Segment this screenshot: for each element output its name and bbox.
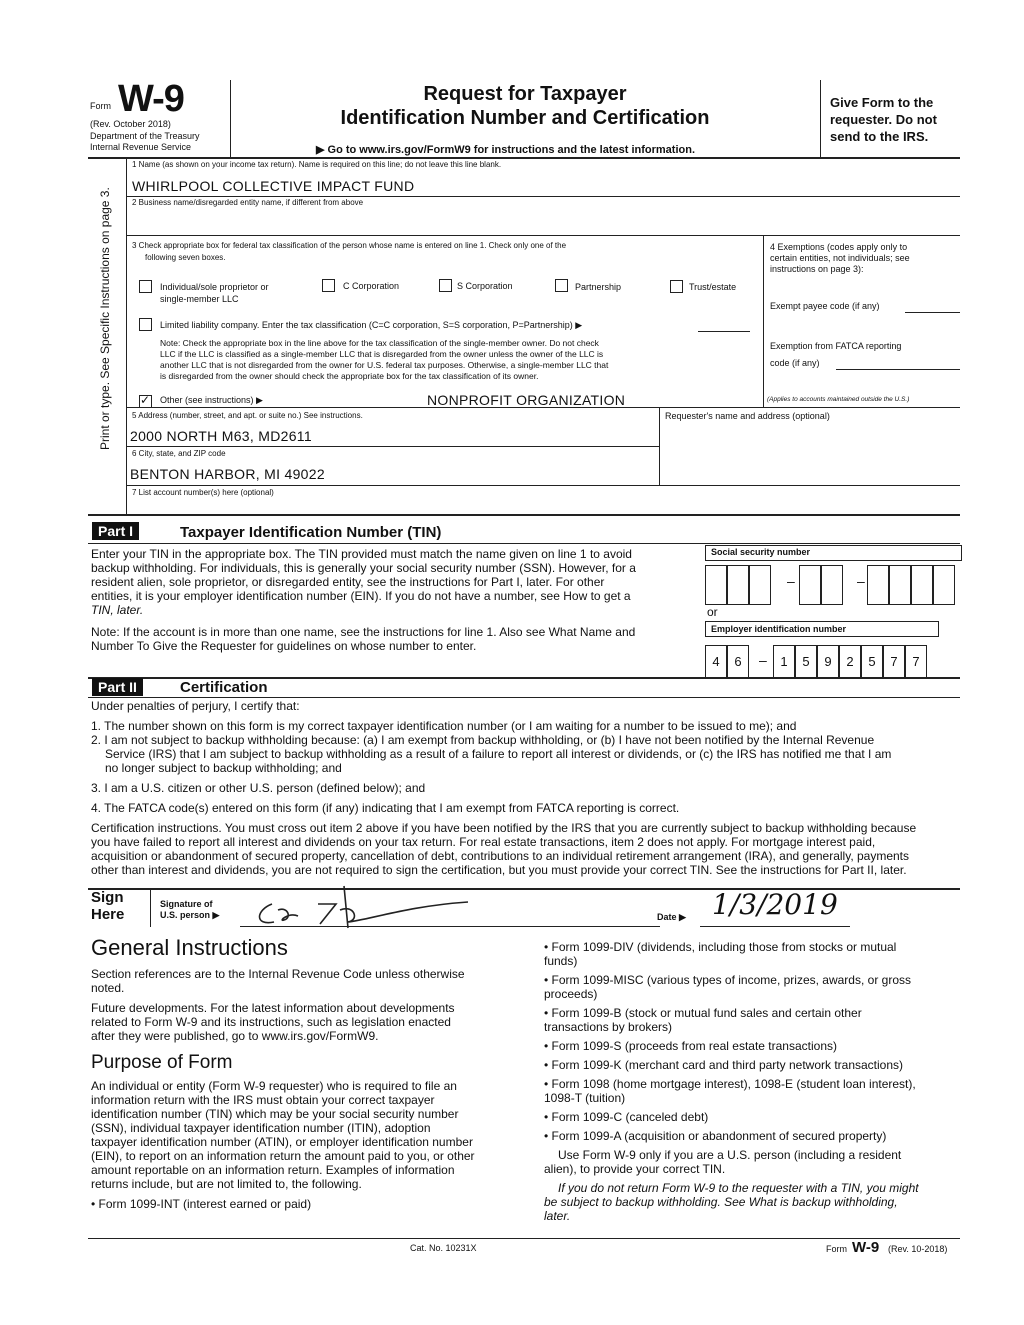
requester-label: Requester's name and address (optional): [665, 411, 830, 421]
right-col-line: funds): [544, 954, 578, 968]
cert-instr3: acquisition or abandonment of secured property, cancellation of debt, contributions to an individual retirement arrangement (IRA), and generally, payments: [91, 849, 910, 863]
ein-label: Employer identification number: [711, 624, 847, 634]
footer-revision: (Rev. 10-2018): [888, 1244, 948, 1254]
checkbox-trust-estate[interactable]: [670, 280, 683, 293]
part1-text5: TIN, later.: [91, 603, 144, 617]
right-col-line: transactions by brokers): [544, 1020, 673, 1034]
purpose-line: identification number (TIN) which may be your social security number: [91, 1107, 459, 1121]
purpose-line: returns include, but are not limited to, the following.: [91, 1177, 362, 1191]
catalog-number: Cat. No. 10231X: [410, 1243, 477, 1253]
purpose-line: (EIN), to report on an information return the amount paid to you, or other: [91, 1149, 475, 1163]
cert-item1: 1. The number shown on this form is my correct taxpayer identification number (or I am waiting for a number to be issued to me); and: [91, 719, 797, 733]
here-label: Here: [91, 906, 125, 923]
ssn-label: Social security number: [711, 547, 811, 557]
signature-stroke: [260, 886, 469, 928]
right-col-line: If you do not return Form W-9 to the requester with a TIN, you might: [558, 1181, 919, 1195]
right-col-line: • Form 1099-C (canceled debt): [544, 1110, 709, 1124]
ein-digit: 7: [883, 645, 905, 679]
exemptions-line3: instructions on page 3):: [770, 264, 864, 274]
checkbox-c-corporation[interactable]: [322, 279, 335, 292]
right-col-line: • Form 1099-S (proceeds from real estate transactions): [544, 1039, 837, 1053]
right-col-line: • Form 1099-A (acquisition or abandonment of secured property): [544, 1129, 887, 1143]
signature-field[interactable]: [248, 884, 488, 930]
part1-text3: resident alien, sole proprietor, or disregarded entity, see the instructions for Part I, later. For other: [91, 575, 605, 589]
right-col-line: 1098-T (tuition): [544, 1091, 626, 1105]
date-label: Date ▶: [657, 912, 686, 922]
ein-digit: 5: [861, 645, 883, 679]
note-line2: LLC if the LLC is classified as a single-member LLC that is disregarded from the owner unless the owner of the LLC is: [160, 349, 604, 359]
right-col-line: • Form 1099-MISC (various types of income, prizes, awards, or gross: [544, 973, 911, 987]
part1-text2: backup withholding. For individuals, this is generally your social security number (SSN). However, for a: [91, 561, 636, 575]
date-field[interactable]: 1/3/2019: [712, 888, 838, 921]
other-classification-field[interactable]: NONPROFIT ORGANIZATION: [427, 392, 626, 408]
cert-instr4: other than interest and dividends, you are not required to sign the certification, but you must provide your correct TIN. See the instructions for Part II, later.: [91, 863, 907, 877]
gi-para1b: noted.: [91, 981, 125, 995]
city-state-zip-field[interactable]: BENTON HARBOR, MI 49022: [130, 466, 325, 482]
cert-instr1: Certification instructions. You must cross out item 2 above if you have been notified by the IRS that you are currently subject to backup withholding because: [91, 821, 917, 835]
general-instructions-heading: General Instructions: [91, 935, 288, 960]
line2-label: 2 Business name/disregarded entity name, if different from above: [132, 198, 364, 207]
fatca-code-field[interactable]: [836, 369, 960, 370]
form-number: W-9: [118, 78, 184, 120]
purpose-line: amount reportable on an information return. Examples of information: [91, 1163, 455, 1177]
part1-title: Taxpayer Identification Number (TIN): [180, 524, 442, 541]
gi-para1a: Section references are to the Internal Revenue Code unless otherwise: [91, 967, 465, 981]
fatca-label1: Exemption from FATCA reporting: [770, 341, 902, 351]
right-col-line: • Form 1099-B (stock or mutual fund sales and certain other: [544, 1006, 862, 1020]
opt-other-label: Other (see instructions) ▶: [160, 395, 263, 405]
part1-tag: Part I: [92, 522, 139, 540]
right-col-line: • Form 1099-K (merchant card and third party network transactions): [544, 1058, 904, 1072]
line1-name-field[interactable]: WHIRLPOOL COLLECTIVE IMPACT FUND: [132, 178, 415, 194]
note-line3: another LLC that is not disregarded from the owner for U.S. federal tax purposes. Otherwise, a single-member LLC that: [160, 360, 609, 370]
future-dev1: Future developments. For the latest information about developments: [91, 1001, 455, 1015]
cert-item2b: Service (IRS) that I am subject to backup withholding as a result of a failure to report all interest or dividends, or (c) the IRS has notified me that I am: [105, 747, 892, 761]
opt-trust-label: Trust/estate: [689, 282, 737, 292]
future-dev2: related to Form W-9 and its instructions, such as legislation enacted: [91, 1015, 451, 1029]
footer-form-number: W-9: [852, 1239, 880, 1256]
give-form-line3: send to the IRS.: [830, 129, 929, 144]
opt-s-corp-label: S Corporation: [457, 281, 513, 291]
part1-text4: entities, it is your employer identification number (EIN). If you do not have a number, see How to get a: [91, 589, 631, 603]
give-form-line2: requester. Do not: [830, 112, 937, 127]
opt-llc-label: Limited liability company. Enter the tax classification (C=C corporation, S=S corporation, P=Partnership) ▶: [160, 320, 583, 330]
line1-label: 1 Name (as shown on your income tax return). Name is required on this line; do not leave this line blank.: [132, 160, 502, 169]
cert-intro: Under penalties of perjury, I certify that:: [91, 699, 300, 713]
ein-digit: 9: [817, 645, 839, 679]
exemptions-line1: 4 Exemptions (codes apply only to: [770, 242, 908, 252]
checkbox-s-corporation[interactable]: [439, 279, 452, 292]
purpose-line: • Form 1099-INT (interest earned or paid): [91, 1197, 312, 1211]
opt-individual-label: Individual/sole proprietor or: [160, 282, 269, 292]
future-dev3: after they were published, go to www.irs.gov/FormW9.: [91, 1029, 379, 1043]
llc-classification-field[interactable]: [698, 331, 750, 332]
line3-label: 3 Check appropriate box for federal tax classification of the person whose name is entered on line 1. Check only one of the: [132, 241, 567, 250]
line3-label2: following seven boxes.: [145, 253, 226, 262]
form-title-line2: Identification Number and Certification: [340, 107, 710, 129]
line7-label: 7 List account number(s) here (optional): [132, 488, 274, 497]
cert-item2a: 2. I am not subject to backup withholding because: (a) I am exempt from backup withholding, or (b) I have not been notified by the Internal Revenue: [91, 733, 875, 747]
checkbox-individual[interactable]: [139, 280, 152, 293]
ein-digit: 7: [905, 645, 927, 679]
give-form-line1: Give Form to the: [830, 95, 934, 110]
signature-label1: Signature of: [160, 899, 213, 909]
note-line1: Note: Check the appropriate box in the line above for the tax classification of the single-member owner. Do not check: [160, 338, 599, 348]
checkbox-llc[interactable]: [139, 318, 152, 331]
right-col-line: • Form 1098 (home mortgage interest), 1098-E (student loan interest),: [544, 1077, 916, 1091]
fatca-label2: code (if any): [770, 358, 820, 368]
applies-note: (Applies to accounts maintained outside the U.S.): [767, 396, 910, 403]
form-label: Form: [90, 101, 111, 111]
exempt-payee-label: Exempt payee code (if any): [770, 301, 880, 311]
right-col-line: Use Form W-9 only if you are a U.S. person (including a resident: [558, 1148, 902, 1162]
exemptions-line2: certain entities, not individuals; see: [770, 253, 910, 263]
cert-item4: 4. The FATCA code(s) entered on this form (if any) indicating that I am exempt from FATCA reporting is correct.: [91, 801, 680, 815]
opt-c-corp-label: C Corporation: [343, 281, 400, 291]
cert-item2c: no longer subject to backup withholding; and: [105, 761, 342, 775]
sign-label: Sign: [91, 889, 124, 906]
purpose-line: information return with the IRS must obtain your correct taxpayer: [91, 1093, 435, 1107]
or-label: or: [707, 605, 718, 619]
department: Department of the Treasury: [90, 131, 200, 141]
signature-label2: U.S. person ▶: [160, 910, 220, 920]
ein-digit: 4: [705, 645, 727, 679]
opt-individual-label2: single-member LLC: [160, 294, 239, 304]
cert-item3: 3. I am a U.S. citizen or other U.S. person (defined below); and: [91, 781, 426, 795]
note-line4: is disregarded from the owner should check the appropriate box for the tax classification of its owner.: [160, 371, 539, 381]
part1-note2: Number To Give the Requester for guidelines on whose number to enter.: [91, 639, 477, 653]
part1-text1: Enter your TIN in the appropriate box. The TIN provided must match the name given on line 1 to avoid: [91, 547, 632, 561]
ein-digit: 6: [727, 645, 749, 679]
address-field[interactable]: 2000 NORTH M63, MD2611: [130, 428, 312, 444]
right-col-line: alien), to provide your correct TIN.: [544, 1162, 726, 1176]
footer-form-label: Form: [826, 1244, 847, 1254]
part2-title: Certification: [180, 679, 268, 696]
ein-digit: 5: [795, 645, 817, 679]
opt-partnership-label: Partnership: [575, 282, 622, 292]
side-instructions: Print or type. See Specific Instructions on page 3.: [98, 187, 112, 450]
purpose-line: taxpayer identification number (ATIN), or employer identification number: [91, 1135, 473, 1149]
cert-instr2: you have failed to report all interest and dividends on your tax return. For real estate transactions, item 2 does not apply. For mortgage interest paid,: [91, 835, 876, 849]
right-col-line: be subject to backup withholding. See What is backup withholding,: [544, 1195, 898, 1209]
purpose-heading: Purpose of Form: [91, 1052, 233, 1073]
ein-digit: 2: [839, 645, 861, 679]
line5-label: 5 Address (number, street, and apt. or suite no.) See instructions.: [132, 411, 363, 420]
revision: (Rev. October 2018): [90, 119, 171, 129]
ein-digit: 1: [773, 645, 795, 679]
right-col-line: proceeds): [544, 987, 598, 1001]
part2-tag: Part II: [92, 678, 143, 696]
checkbox-partnership[interactable]: [555, 279, 568, 292]
goto-link[interactable]: ▶ Go to www.irs.gov/FormW9 for instructions and the latest information.: [316, 144, 696, 156]
purpose-line: (SSN), individual taxpayer identification number (ITIN), adoption: [91, 1121, 431, 1135]
right-col-line: later.: [544, 1209, 571, 1223]
agency: Internal Revenue Service: [90, 142, 192, 152]
form-title-line1: Request for Taxpayer: [423, 83, 627, 105]
right-col-line: • Form 1099-DIV (dividends, including those from stocks or mutual: [544, 940, 897, 954]
exempt-payee-field[interactable]: [905, 312, 960, 313]
part1-note1: Note: If the account is in more than one name, see the instructions for line 1. Also see What Name and: [91, 625, 636, 639]
line6-label: 6 City, state, and ZIP code: [132, 449, 226, 458]
purpose-line: An individual or entity (Form W-9 requester) who is required to file an: [91, 1079, 457, 1093]
